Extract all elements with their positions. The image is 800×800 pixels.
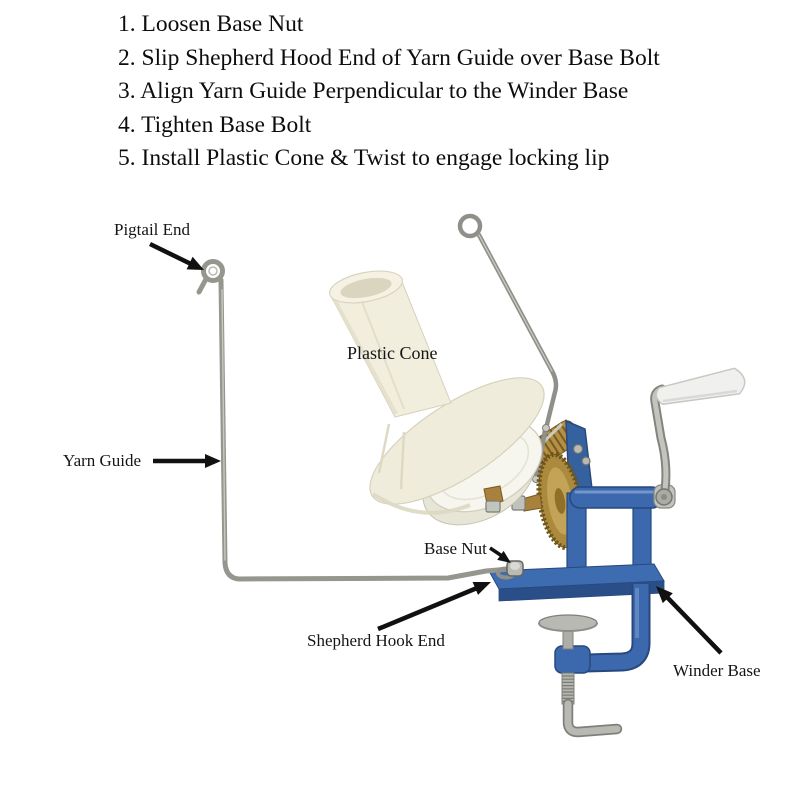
crank-handle xyxy=(655,368,745,505)
instruction-step: 3. Align Yarn Guide Perpendicular to the Winder Base xyxy=(118,78,629,104)
frame-arm xyxy=(570,487,662,508)
base-nut xyxy=(507,561,523,576)
arrow-yarn-guide xyxy=(153,454,221,468)
table-clamp xyxy=(539,584,641,732)
arrow-pigtail-end xyxy=(150,244,204,270)
label-base-nut: Base Nut xyxy=(424,539,487,558)
disc-nut xyxy=(486,501,500,512)
guide-arm-loop xyxy=(460,216,480,236)
label-shepherd-hook-end: Shepherd Hook End xyxy=(307,631,445,650)
label-winder-base: Winder Base xyxy=(673,661,761,680)
label-yarn-guide: Yarn Guide xyxy=(63,451,142,470)
instruction-step: 2. Slip Shepherd Hood End of Yarn Guide over Base Bolt xyxy=(118,44,660,71)
arrow-winder-base xyxy=(656,586,721,653)
arrow-base-nut xyxy=(490,548,511,563)
label-pigtail-end: Pigtail End xyxy=(114,220,191,239)
frame-right-post xyxy=(633,504,651,568)
arrow-shepherd-hook-end xyxy=(378,582,491,629)
clamp-boss xyxy=(555,646,590,673)
instruction-step: 5. Install Plastic Cone & Twist to engage locking lip xyxy=(118,145,610,171)
instruction-step: 1. Loosen Base Nut xyxy=(118,11,304,37)
instruction-step: 4. Tighten Base Bolt xyxy=(118,111,312,138)
label-plastic-cone: Plastic Cone xyxy=(347,343,438,363)
